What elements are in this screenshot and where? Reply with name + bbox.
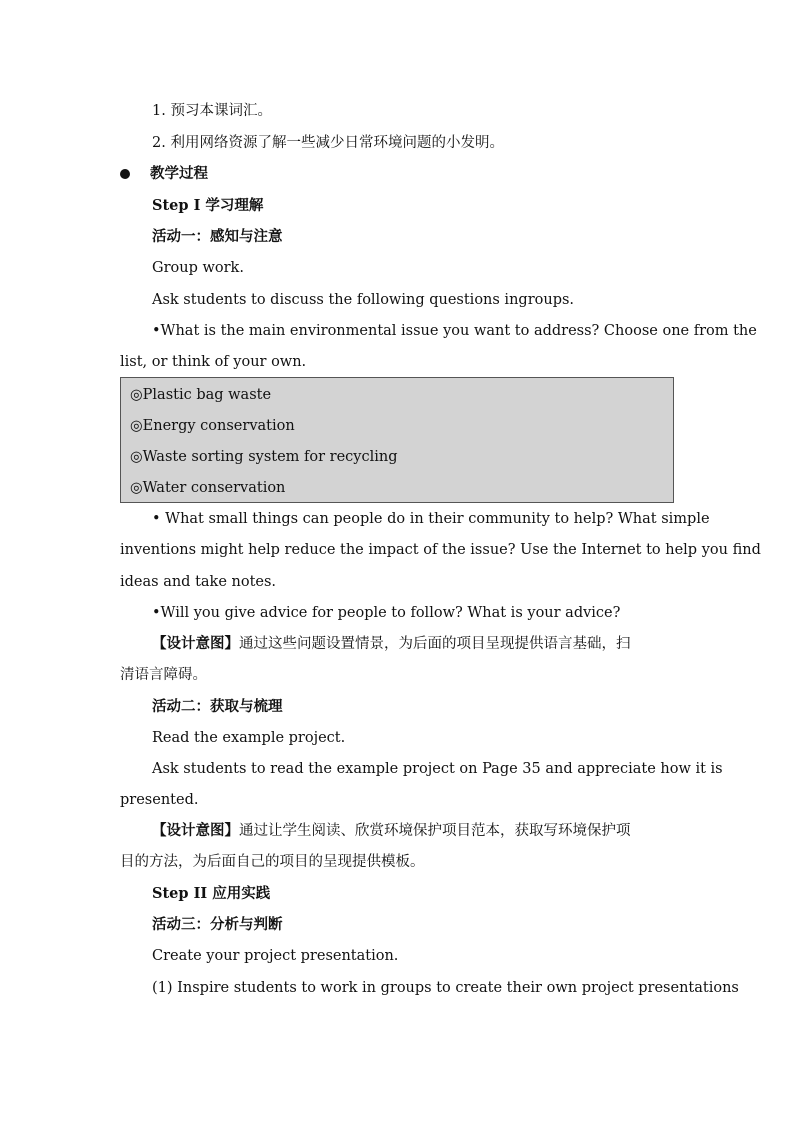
question-2-line-1: • What small things can people do in their community to help? What simple bbox=[152, 511, 710, 527]
read-example-text: Read the example project. bbox=[152, 730, 346, 746]
design-intent-1-line-2: 清语言障碍。 bbox=[120, 667, 207, 683]
ask-discuss-text: Ask students to discuss the following questions ingroups. bbox=[152, 292, 575, 308]
bullet-icon bbox=[120, 169, 130, 179]
question-3: •Will you give advice for people to follow? What is your advice? bbox=[152, 605, 621, 621]
question-2-line-3: ideas and take notes. bbox=[120, 574, 277, 590]
question-1-line-1: •What is the main environmental issue you want to address? Choose one from the bbox=[152, 323, 757, 339]
design-intent-1-line-1 bbox=[152, 634, 631, 654]
design-intent-label: 【设计意图】 bbox=[152, 822, 239, 839]
option-item: ◎Energy conservation bbox=[130, 418, 295, 434]
design-intent-2-line-1 bbox=[152, 821, 631, 841]
step1-title: Step I 学习理解 bbox=[152, 197, 264, 214]
design-intent-2-line-2: 目的方法，为后面自己的项目的呈现提供模板。 bbox=[120, 854, 425, 870]
create-presentation-text: Create your project presentation. bbox=[152, 948, 399, 964]
section-heading: 教学过程 bbox=[150, 165, 208, 182]
design-intent-text: 通过让学生阅读、欣赏环境保护项目范本，获取写环境保护项 bbox=[239, 823, 631, 839]
options-box bbox=[120, 377, 674, 503]
option-item: ◎Plastic bag waste bbox=[130, 387, 272, 403]
activity3-title: 活动三：分析与判断 bbox=[152, 916, 283, 933]
option-item: ◎Waste sorting system for recycling bbox=[130, 449, 398, 465]
prep-item-1: 1. 预习本课词汇。 bbox=[152, 103, 272, 119]
design-intent-text: 通过这些问题设置情景，为后面的项目呈现提供语言基础，扫 bbox=[239, 636, 631, 652]
activity1-title: 活动一：感知与注意 bbox=[152, 228, 283, 245]
inspire-text: (1) Inspire students to work in groups to create their own project presentations bbox=[152, 980, 739, 996]
activity2-title: 活动二：获取与梳理 bbox=[152, 698, 283, 715]
option-item: ◎Water conservation bbox=[130, 480, 286, 496]
step2-title: Step II 应用实践 bbox=[152, 885, 271, 902]
design-intent-label: 【设计意图】 bbox=[152, 635, 239, 652]
question-1-line-2: list, or think of your own. bbox=[120, 354, 307, 370]
ask-read-line-2: presented. bbox=[120, 792, 199, 808]
ask-read-line-1: Ask students to read the example project on Page 35 and appreciate how it is bbox=[152, 761, 723, 777]
question-2-line-2: inventions might help reduce the impact of the issue? Use the Internet to help you find bbox=[120, 542, 761, 558]
group-work-text: Group work. bbox=[152, 260, 244, 276]
prep-item-2: 2. 利用网络资源了解一些减少日常环境问题的小发明。 bbox=[152, 135, 504, 151]
